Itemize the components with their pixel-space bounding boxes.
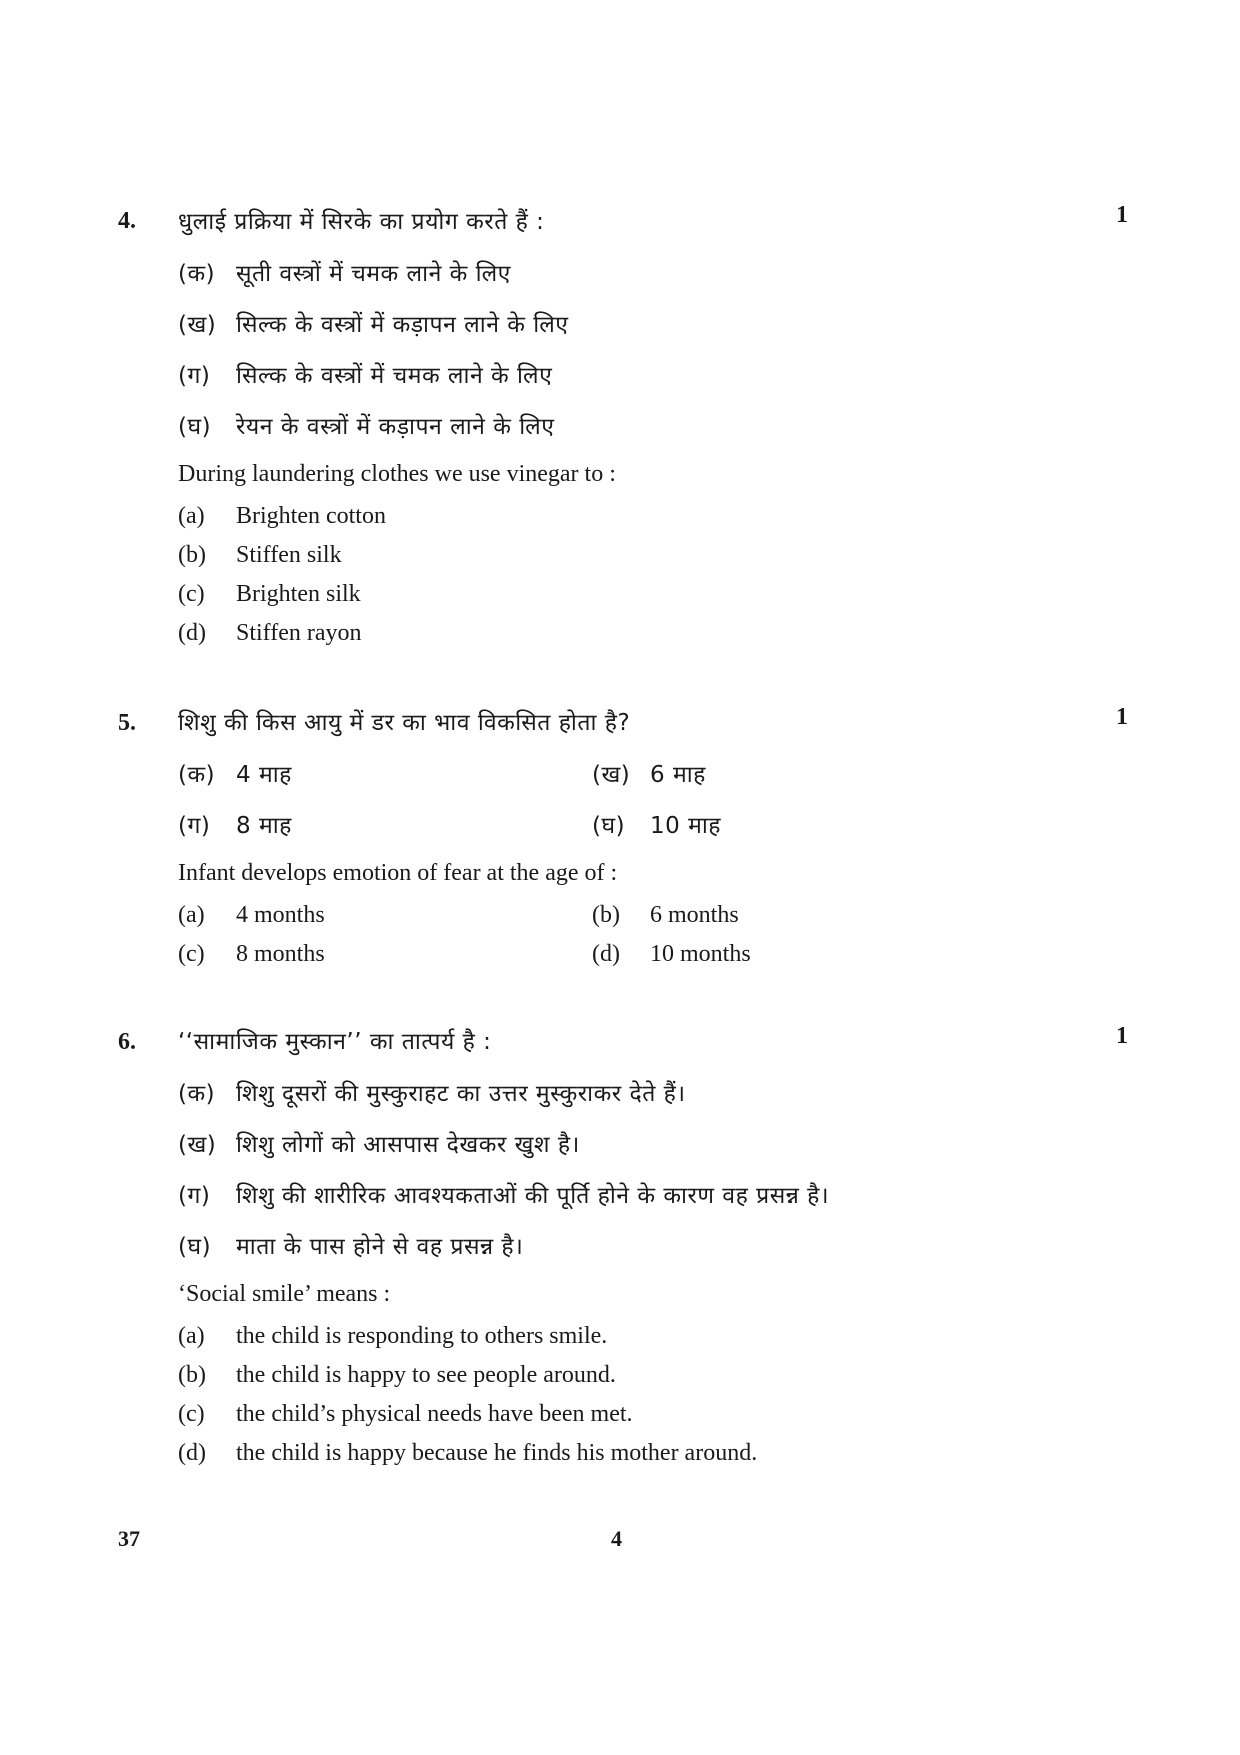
- question-number: 6.: [118, 1029, 136, 1055]
- question-marks: 1: [1116, 1023, 1128, 1049]
- option-text: the child is responding to others smile.: [236, 1323, 608, 1349]
- option-label: (b): [178, 1362, 206, 1388]
- hindi-option: [178, 1178, 829, 1210]
- english-option: [178, 620, 362, 647]
- hindi-option: [178, 757, 292, 789]
- option-text: सिल्क के वस्त्रों में चमक लाने के लिए: [236, 363, 553, 389]
- question-number: 4.: [118, 208, 136, 234]
- option-label: (d): [592, 941, 620, 967]
- english-option: [178, 941, 325, 968]
- option-text: 10 माह: [650, 813, 722, 839]
- hindi-option: [178, 307, 569, 339]
- english-option: [178, 1440, 757, 1467]
- option-text: सिल्क के वस्त्रों में कड़ापन लाने के लिए: [236, 312, 569, 338]
- question-marks: 1: [1116, 704, 1128, 730]
- option-label: (d): [178, 620, 206, 646]
- option-label: (b): [178, 542, 206, 568]
- option-label: (घ): [178, 1234, 212, 1260]
- hindi-option: [178, 358, 552, 390]
- hindi-option: [178, 1127, 580, 1159]
- hindi-option: [178, 256, 511, 288]
- option-label: (b): [592, 902, 620, 928]
- hindi-option: [178, 808, 292, 840]
- option-label: (क): [178, 261, 216, 287]
- english-option: [592, 902, 739, 929]
- option-text: the child is happy because he finds his mother around.: [236, 1440, 758, 1466]
- option-text: सूती वस्त्रों में चमक लाने के लिए: [236, 261, 511, 287]
- option-text: शिशु लोगों को आसपास देखकर खुश है।: [236, 1132, 580, 1158]
- english-option: [178, 902, 325, 929]
- english-question-text: ‘Social smile’ means :: [178, 1281, 391, 1307]
- hindi-question-text: धुलाई प्रक्रिया में सिरके का प्रयोग करते हैं :: [178, 209, 545, 235]
- option-text: the child is happy to see people around.: [236, 1362, 616, 1388]
- english-option: [178, 503, 386, 530]
- option-text: 10 months: [650, 941, 751, 967]
- option-label: (a): [178, 902, 205, 928]
- option-label: (ग): [178, 363, 211, 389]
- option-label: (ख): [178, 312, 217, 338]
- hindi-option: [178, 409, 555, 441]
- english-option: [178, 542, 342, 569]
- option-text: the child’s physical needs have been met.: [236, 1401, 633, 1427]
- hindi-option: [178, 1076, 686, 1108]
- option-text: माता के पास होने से वह प्रसन्न है।: [236, 1234, 524, 1260]
- option-text: Brighten silk: [236, 581, 361, 607]
- paper-code: 37: [118, 1526, 140, 1551]
- option-text: Stiffen rayon: [236, 620, 362, 646]
- option-text: 6 माह: [650, 762, 706, 788]
- option-label: (घ): [178, 414, 212, 440]
- english-question-text: During laundering clothes we use vinegar to :: [178, 461, 616, 487]
- english-question-text: Infant develops emotion of fear at the age of :: [178, 860, 618, 886]
- option-label: (ग): [178, 813, 211, 839]
- option-text: 8 months: [236, 941, 325, 967]
- option-label: (a): [178, 503, 205, 529]
- option-label: (क): [178, 1081, 216, 1107]
- option-text: Stiffen silk: [236, 542, 342, 568]
- hindi-option: [592, 808, 721, 840]
- option-text: शिशु की शारीरिक आवश्यकताओं की पूर्ति होने के कारण वह प्रसन्न है।: [236, 1183, 830, 1209]
- option-text: 4 माह: [236, 762, 292, 788]
- option-text: Brighten cotton: [236, 503, 386, 529]
- option-text: 8 माह: [236, 813, 292, 839]
- english-option: [178, 1362, 616, 1389]
- option-label: (क): [178, 762, 216, 788]
- option-label: (घ): [592, 813, 626, 839]
- option-label: (ख): [178, 1132, 217, 1158]
- hindi-option: [178, 1229, 523, 1261]
- question-marks: 1: [1116, 202, 1128, 228]
- option-text: 4 months: [236, 902, 325, 928]
- option-label: (d): [178, 1440, 206, 1466]
- page-number: 4: [611, 1526, 622, 1551]
- english-option: [178, 1323, 607, 1350]
- hindi-question-text: ‘‘सामाजिक मुस्कान’’ का तात्पर्य है :: [178, 1029, 492, 1055]
- option-label: (c): [178, 1401, 205, 1427]
- option-label: (ख): [592, 762, 631, 788]
- english-option: [178, 1401, 633, 1428]
- english-option: [178, 581, 361, 608]
- option-label: (c): [178, 581, 205, 607]
- english-option: [592, 941, 751, 968]
- option-text: शिशु दूसरों की मुस्कुराहट का उत्तर मुस्कुराकर देते हैं।: [236, 1081, 686, 1107]
- question-number: 5.: [118, 710, 136, 736]
- hindi-option: [592, 757, 706, 789]
- option-text: 6 months: [650, 902, 739, 928]
- option-label: (c): [178, 941, 205, 967]
- option-label: (ग): [178, 1183, 211, 1209]
- hindi-question-text: शिशु की किस आयु में डर का भाव विकसित होता है?: [178, 710, 631, 736]
- option-label: (a): [178, 1323, 205, 1349]
- option-text: रेयन के वस्त्रों में कड़ापन लाने के लिए: [236, 414, 555, 440]
